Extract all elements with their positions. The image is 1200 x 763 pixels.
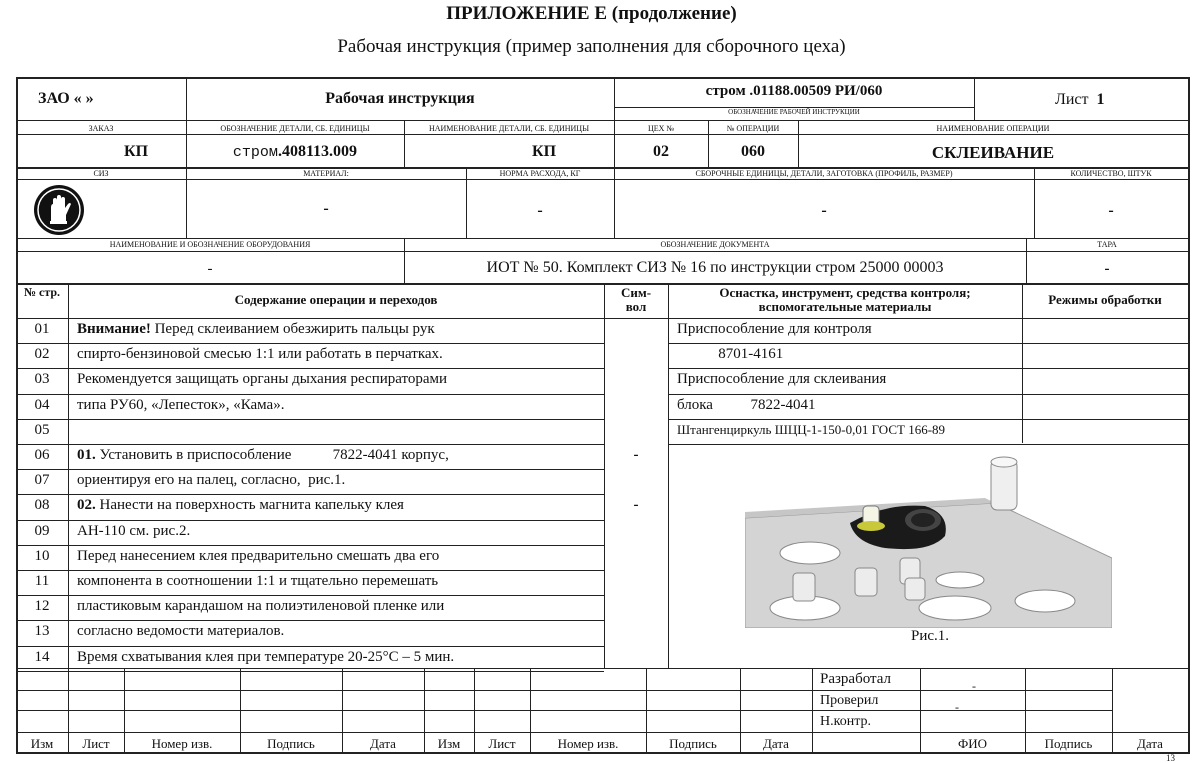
line-number: 10: [34, 547, 50, 564]
grid-line: [16, 469, 604, 470]
line-number: 09: [34, 522, 50, 539]
appendix-title: ПРИЛОЖЕНИЕ Е (продолжение): [446, 3, 737, 24]
tooling-text: Штангенциркуль ШЦЦ-1-150-0,01 ГОСТ 166-89: [677, 421, 946, 437]
line-number: 03: [34, 371, 50, 388]
footer-label: Дата: [370, 736, 396, 751]
figure-caption: Рис.1.: [910, 628, 950, 644]
caption-op-no: № ОПЕРАЦИИ: [726, 124, 780, 133]
order-value: КП: [123, 143, 149, 160]
footer-label: ФИО: [957, 736, 988, 751]
grid-line: [668, 343, 1188, 344]
grid-line: [16, 570, 604, 571]
grid-line: [16, 77, 1188, 79]
symbol-cell: -: [633, 497, 639, 514]
footer-label: Лист: [488, 736, 516, 751]
operation-text: ориентируя его на палец, согласно, рис.1.: [77, 472, 346, 489]
line-number: 13: [34, 623, 50, 640]
footer-label: Дата: [763, 736, 789, 751]
grid-line: [668, 444, 1188, 445]
equipment-value: -: [207, 261, 213, 277]
caption-equipment: НАИМЕНОВАНИЕ И ОБОЗНАЧЕНИЕ ОБОРУДОВАНИЯ: [109, 240, 311, 249]
caption-ppe: СИЗ: [93, 169, 109, 178]
grid-line: [16, 394, 604, 395]
head-modes: Режимы обработки: [1048, 292, 1162, 307]
grid-line: [812, 668, 813, 752]
caption-norm: НОРМА РАСХОДА, КГ: [499, 169, 581, 178]
line-number: 01: [34, 321, 50, 337]
grid-line: [16, 671, 604, 672]
line-number: 02: [34, 346, 50, 363]
grid-line: [16, 444, 604, 445]
footer-label: Изм: [30, 736, 54, 751]
grid-line: [1188, 77, 1190, 754]
footer-label: Подпись: [267, 736, 315, 751]
operation-text: Перед нанесением клея предварительно смешать два его: [77, 547, 440, 564]
caption-qty: КОЛИЧЕСТВО, ШТУК: [1070, 169, 1152, 178]
signature-mark-2: -: [955, 700, 959, 714]
caption-shop: ЦЕХ №: [647, 124, 675, 133]
tooling-text: Приспособление для контроля: [677, 321, 872, 337]
grid-line: [812, 710, 1112, 711]
grid-line: [16, 595, 604, 596]
doc-code-caption: ОБОЗНАЧЕНИЕ РАБОЧЕЙ ИНСТРУКЦИИ: [728, 108, 860, 116]
grid-line: [16, 251, 1188, 252]
footer-label: Подпись: [1044, 736, 1093, 751]
caption-assembly: СБОРОЧНЫЕ ЕДИНИЦЫ, ДЕТАЛИ, ЗАГОТОВКА (ПРОФИЛЬ, РАЗМЕР): [695, 169, 953, 178]
line-number: 07: [34, 472, 50, 489]
caption-op-name: НАИМЕНОВАНИЕ ОПЕРАЦИИ: [936, 124, 1050, 133]
part-code-value: стром.408113.009: [232, 143, 358, 161]
head-symbol: Сим- вол: [620, 285, 652, 314]
footer-label: Подпись: [669, 736, 717, 751]
line-number: 04: [34, 396, 50, 413]
caption-order: ЗАКАЗ: [88, 124, 114, 133]
developed-label: Разработал: [820, 671, 892, 687]
document-value: ИОТ № 50. Комплект СИЗ № 16 по инструкции стром 25000 00003: [486, 259, 944, 276]
caption-part-name: НАИМЕНОВАНИЕ ДЕТАЛИ, СБ. ЕДИНИЦЫ: [428, 124, 590, 133]
head-tooling: Оснастка, инструмент, средства контроля; вспомогательные материалы: [719, 285, 971, 314]
checked-label: Проверил: [820, 693, 879, 708]
footer-label: Номер изв.: [151, 736, 213, 751]
operation-text: компонента в соотношении 1:1 и тщательно перемешать: [77, 573, 439, 589]
grid-line: [16, 620, 604, 621]
op-no-value: 060: [741, 143, 765, 160]
line-number: 11: [34, 573, 50, 589]
caption-material: МАТЕРИАЛ:: [303, 169, 349, 178]
grid-line: [16, 368, 604, 369]
caption-container: ТАРА: [1097, 240, 1117, 249]
head-line-number: № стр.: [23, 285, 61, 299]
line-number: 05: [34, 421, 50, 438]
operation-text: Время схватывания клея при температуре 20-25°С – 5 мин.: [77, 648, 455, 665]
gloves-icon: [33, 184, 85, 236]
signature-mark-1: -: [972, 679, 976, 693]
shop-value: 02: [653, 143, 669, 160]
tooling-text: Приспособление для склеивания: [677, 371, 887, 388]
grid-line: [16, 520, 604, 521]
grid-line: [16, 238, 1188, 239]
grid-line: [16, 752, 1188, 754]
operation-text: Внимание! Перед склеиванием обезжирить пальцы рук: [77, 321, 435, 337]
grid-line: [16, 120, 1188, 121]
tooling-text: блока 7822-4041: [677, 396, 816, 413]
container-value: -: [1104, 261, 1110, 277]
line-number: 14: [34, 648, 50, 665]
line-number: 08: [34, 497, 50, 514]
subtitle: Рабочая инструкция (пример заполнения для сборочного цеха): [337, 36, 846, 57]
op-name-value: СКЛЕИВАНИЕ: [931, 143, 1055, 162]
grid-line: [16, 179, 1188, 180]
page-number: 13: [1166, 753, 1175, 763]
grid-line: [16, 690, 812, 691]
doc-type: Рабочая инструкция: [325, 90, 475, 107]
grid-line: [668, 394, 1188, 395]
operation-text: согласно ведомости материалов.: [77, 623, 285, 640]
operation-text: спирто-бензиновой смесью 1:1 или работать в перчатках.: [77, 346, 443, 363]
footer-label: Изм: [437, 736, 461, 751]
line-number: 12: [34, 598, 50, 615]
grid-line: [16, 710, 812, 711]
doc-code: стром .01188.00509 РИ/060: [705, 83, 883, 99]
grid-line: [668, 318, 669, 668]
footer-label: Дата: [1137, 736, 1163, 751]
grid-line: [16, 732, 1188, 733]
company-name: ЗАО « »: [38, 90, 94, 107]
tooling-text: 8701-4161: [677, 346, 784, 363]
grid-line: [812, 690, 1112, 691]
grid-line: [16, 343, 604, 344]
footer-label: Лист: [82, 736, 110, 751]
grid-line: [16, 494, 604, 495]
operation-text: АН-110 см. рис.2.: [77, 522, 191, 539]
grid-line: [16, 545, 604, 546]
grid-line: [16, 283, 1188, 285]
grid-line: [16, 646, 604, 647]
grid-line: [16, 134, 1188, 135]
grid-line: [604, 283, 605, 668]
operation-text: 02. Нанести на поверхность магнита капельку клея: [77, 497, 404, 514]
grid-line: [68, 283, 69, 668]
caption-document: ОБОЗНАЧЕНИЕ ДОКУМЕНТА: [660, 240, 770, 249]
operation-text: 01. Установить в приспособление 7822-4041 корпус,: [77, 447, 449, 463]
assembly-value: -: [821, 202, 827, 219]
grid-line: [16, 668, 1188, 669]
grid-line: [668, 368, 1188, 369]
line-number: 06: [34, 447, 50, 463]
grid-line: [16, 419, 604, 420]
grid-line: [16, 318, 1188, 319]
norm-control-label: Н.контр.: [820, 714, 871, 729]
footer-label: Номер изв.: [557, 736, 619, 751]
operation-text: Рекомендуется защищать органы дыхания респираторами: [77, 371, 448, 388]
grid-line: [668, 419, 1188, 420]
head-content: Содержание операции и переходов: [234, 292, 438, 307]
grid-line: [16, 167, 1188, 169]
norm-value: -: [537, 202, 543, 219]
part-name-value: КП: [531, 143, 557, 160]
qty-value: -: [1108, 202, 1114, 219]
assembly-figure: [745, 448, 1112, 628]
operation-text: типа РУ60, «Лепесток», «Кама».: [77, 396, 285, 413]
material-value: -: [323, 200, 329, 217]
caption-part-code: ОБОЗНАЧЕНИЕ ДЕТАЛИ, СБ. ЕДИНИЦЫ: [220, 124, 370, 133]
symbol-cell: -: [633, 447, 639, 463]
grid-line: [974, 77, 975, 120]
sheet-label: Лист 1: [1055, 91, 1105, 108]
operation-text: пластиковым карандашом на полиэтиленовой пленке или: [77, 598, 445, 615]
